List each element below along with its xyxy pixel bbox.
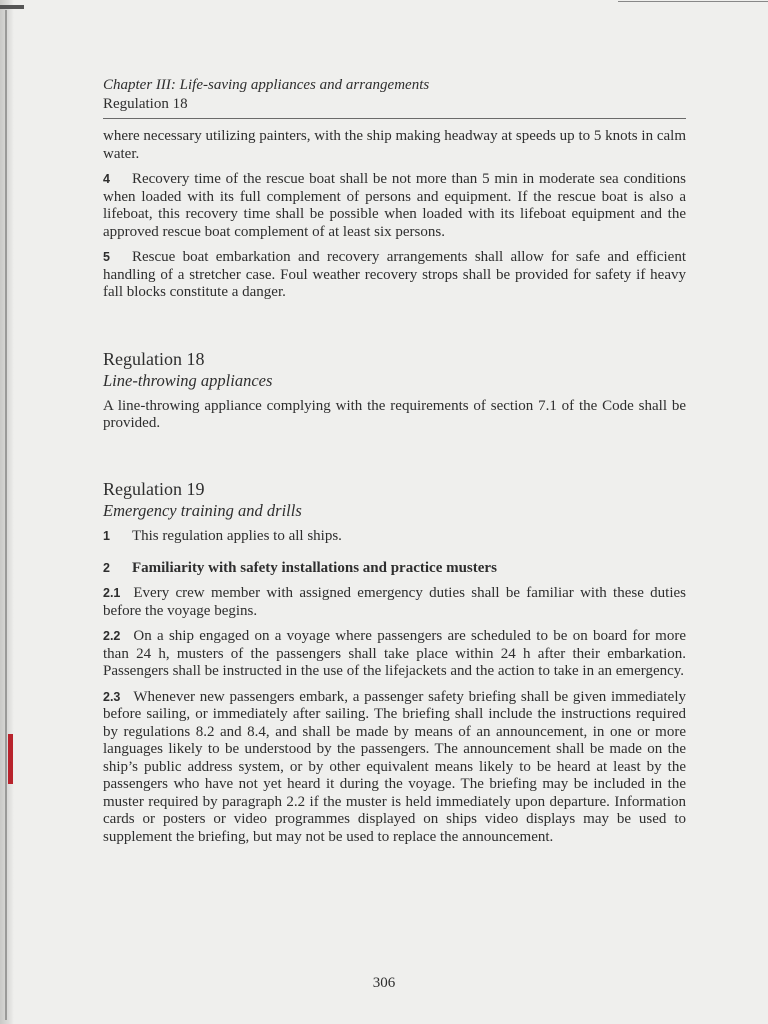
paragraph-number: 2.2 — [103, 629, 121, 643]
running-head — [103, 76, 686, 119]
paragraph-number: 1 — [103, 528, 110, 543]
paragraph-4 — [103, 171, 686, 241]
paragraph-5 — [103, 249, 686, 302]
paragraph-text: Every crew member with assigned emergency duties shall be familiar with these duties before the voyage begins. — [103, 585, 686, 619]
regulation-19-title: Regulation 19 — [103, 478, 205, 499]
paragraph-number: 5 — [103, 250, 110, 264]
paragraph-2-3 — [103, 689, 686, 847]
paragraph-number: 2.1 — [103, 586, 121, 600]
paragraph-text: On a ship engaged on a voyage where passengers are scheduled to be on board for more than 24 h, musters of the passengers shall take place within 24 h after their embarkation. Passengers shall be instructed in the use of the lifejackets and the action to take in an emergency. — [103, 628, 686, 679]
section-number: 2 — [103, 561, 110, 575]
page-number: 306 — [372, 975, 396, 991]
running-head-regulation: Regulation 18 — [103, 96, 188, 112]
regulation-18-subtitle: Line-throwing appliances — [103, 370, 273, 390]
regulation-18-text: A line-throwing appliance complying with the requirements of section 7.1 of the Code shall be provided. — [103, 397, 686, 431]
top-edge-line — [618, 1, 768, 2]
paragraph-2-1 — [103, 585, 686, 620]
carryover-paragraph: where necessary utilizing painters, with the ship making headway at speeds up to 5 knots in calm water. — [103, 128, 686, 162]
paragraph-text: Recovery time of the rescue boat shall be not more than 5 min in moderate sea conditions when loaded with its full complement of persons and equipment. If the rescue boat is also a lifeboat, this recovery time shall be possible when loaded with its lifeboat equipment and the approved rescue boat complement of at least six persons. — [103, 171, 686, 240]
regulation-19-paragraph-1 — [103, 528, 686, 546]
red-tab-marker — [8, 734, 13, 784]
paragraph-2-2 — [103, 628, 686, 681]
corner-mark — [0, 5, 24, 9]
paragraph-text: This regulation applies to all ships. — [131, 527, 342, 544]
running-head-chapter: Chapter III: Life-saving appliances and arrangements — [103, 77, 430, 93]
paragraph-number: 4 — [103, 172, 110, 186]
section-2-heading — [103, 559, 686, 577]
binding-edge — [5, 10, 7, 1020]
binding-shadow — [0, 0, 14, 1024]
regulation-19-subtitle: Emergency training and drills — [103, 500, 302, 520]
paragraph-number: 2.3 — [103, 689, 121, 704]
page-content — [103, 76, 686, 846]
regulation-18-title: Regulation 18 — [103, 348, 205, 369]
paragraph-text: Whenever new passengers embark, a passenger safety briefing shall be given immediately before sailing, or immediately after sailing. The briefing shall include the instructions required by regulations 8.2 and 8.4, and shall be made by means of an announcement, in one or more languages likely to be understood by the passengers. The announcement shall be made on the ship’s public address system, or by other equivalent means likely to be heard at least by the passengers who have not yet heard it during the voyage. The briefing may be included in the muster required by paragraph 2.2 if the muster is held immediately upon departure. Information cards or posters or video programmes displayed on ships video displays may be used to supplement the briefing, but may not be used to replace the announcement. — [103, 688, 686, 845]
paragraph-text: Rescue boat embarkation and recovery arrangements shall allow for safe and efficient handling of a stretcher case. Foul weather recovery strops shall be provided for safety if heavy fall blocks constitute a danger. — [103, 249, 686, 300]
section-title: Familiarity with safety installations and practice musters — [131, 560, 497, 576]
